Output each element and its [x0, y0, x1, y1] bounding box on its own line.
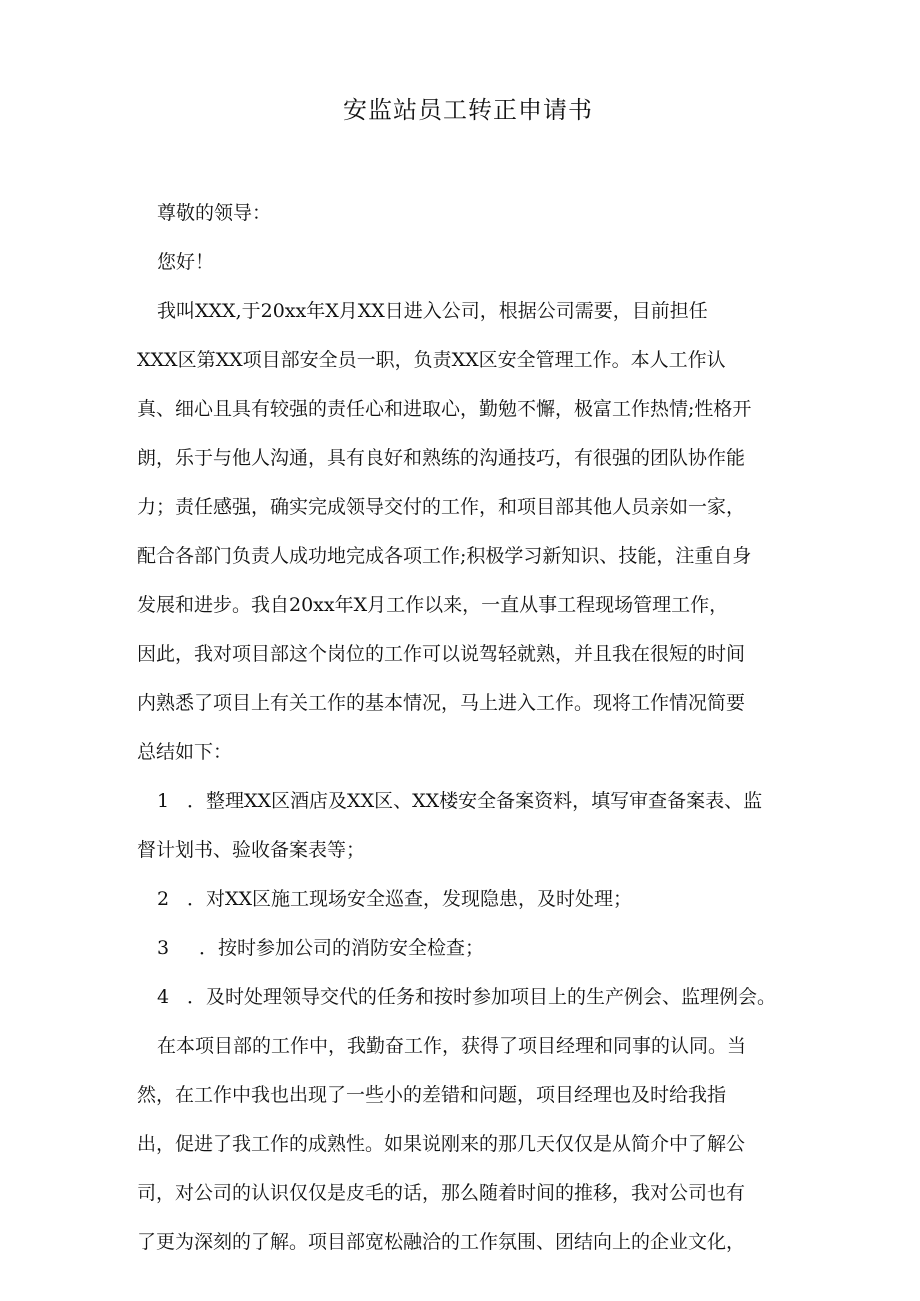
paragraph-line: XXX区第XX项目部安全员一职，负责XX区安全管理工作。本人工作认 — [137, 349, 726, 371]
paragraph-line: 了更为深刻的了解。项目部宽松融洽的工作氛围、团结向上的企业文化， — [137, 1231, 746, 1253]
paragraph-line: 朗，乐于与他人沟通，具有良好和熟练的沟通技巧，有很强的团队协作能 — [137, 447, 746, 469]
salutation: 尊敬的领导： — [157, 202, 272, 224]
document-body — [137, 189, 797, 1267]
paragraph-line: 发展和进步。我自20xx年X月工作以来，一直从事工程现场管理工作， — [137, 594, 729, 616]
paragraph-line: 总结如下： — [137, 741, 233, 763]
list-item — [137, 973, 797, 1022]
list-item-text: ．及时处理领导交代的任务和按时参加项目上的生产例会、监理例会。 — [187, 986, 777, 1008]
list-item — [137, 875, 797, 924]
paragraph-line: 力；责任感强，确实完成领导交付的工作，和项目部其他人员亲如一家， — [137, 496, 746, 518]
document-title: 安监站员工转正申请书 — [343, 96, 593, 124]
paragraph-line: 内熟悉了项目上有关工作的基本情况，马上进入工作。现将工作情况简要 — [137, 692, 746, 714]
paragraph-line: 因此，我对项目部这个岗位的工作可以说驾轻就熟，并且我在很短的时间 — [137, 643, 746, 665]
paragraph-2 — [137, 1022, 797, 1267]
paragraph-line: 配合各部门负责人成功地完成各项工作;积极学习新知识、技能，注重自身 — [137, 545, 752, 567]
list-item — [137, 777, 797, 826]
list-item-number: 4 — [157, 986, 170, 1008]
work-list — [137, 777, 797, 1022]
list-item-number: 1 — [157, 790, 170, 812]
list-item-text: ．整理XX区酒店及XX区、XX楼安全备案资料，填写审查备案表、监 — [187, 790, 763, 812]
list-item-text: ．按时参加公司的消防安全检查； — [199, 937, 485, 959]
paragraph-line: 真、细心且具有较强的责任心和进取心，勤勉不懈，极富工作热情;性格开 — [137, 398, 752, 420]
list-item-text: ．对XX区施工现场安全巡查，发现隐患，及时处理； — [187, 888, 633, 910]
paragraph-1 — [137, 287, 797, 777]
list-item-continuation: 督计划书、验收备案表等； — [137, 839, 366, 861]
list-item — [137, 924, 797, 973]
paragraph-line: 出，促进了我工作的成熟性。如果说刚来的那几天仅仅是从简介中了解公 — [137, 1133, 746, 1155]
paragraph-line: 司，对公司的认识仅仅是皮毛的话，那么随着时间的推移，我对公司也有 — [137, 1182, 746, 1204]
greeting: 您好！ — [157, 251, 215, 273]
paragraph-line: 我叫XXX,于20xx年X月XX日进入公司，根据公司需要，目前担任 — [157, 300, 708, 322]
paragraph-line: 然，在工作中我也出现了一些小的差错和问题，项目经理也及时给我指 — [137, 1084, 727, 1106]
list-item-number: 3 — [157, 937, 170, 959]
paragraph-line: 在本项目部的工作中，我勤奋工作，获得了项目经理和同事的认同。当 — [157, 1035, 747, 1057]
list-item-number: 2 — [157, 888, 170, 910]
